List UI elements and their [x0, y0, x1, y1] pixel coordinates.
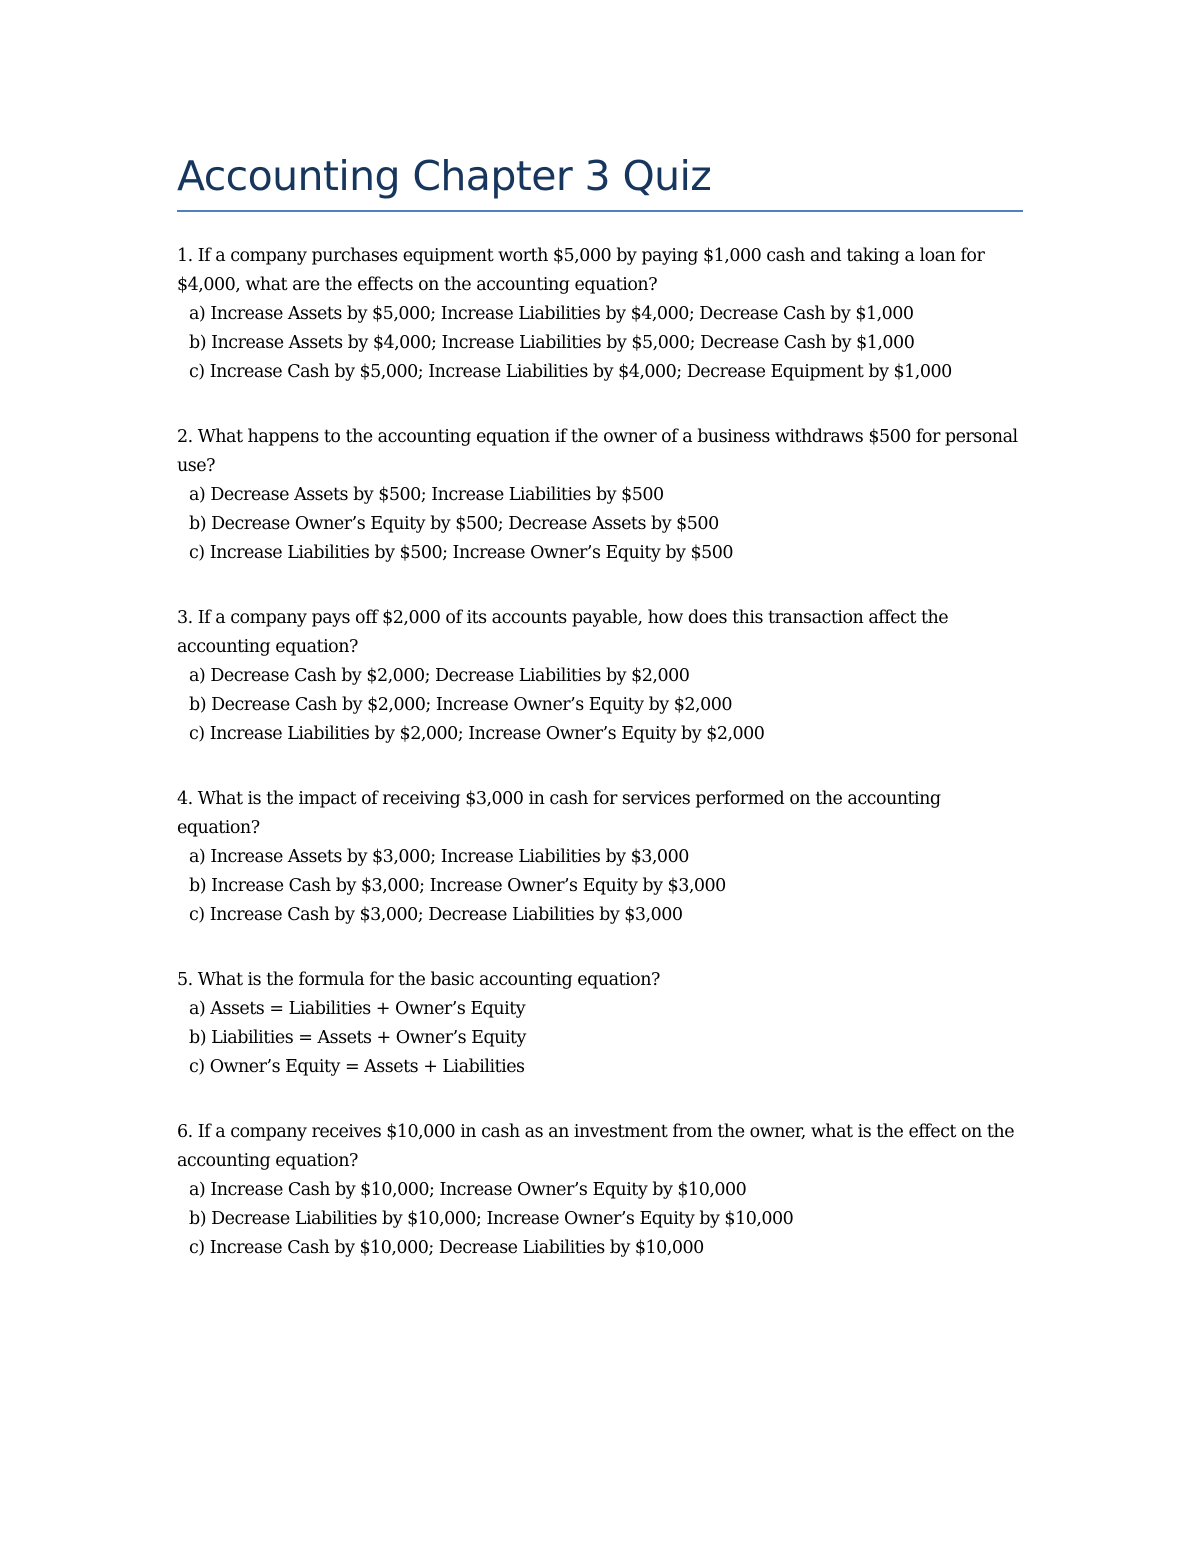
question-text: 1. If a company purchases equipment worth $5,000 by paying $1,000 cash and taking a loan for $4,000, what are the effects on the accounting equation?: [177, 246, 985, 295]
question-1: [177, 242, 1023, 387]
answer-option: b) Decrease Owner’s Equity by $500; Decrease Assets by $500: [189, 514, 719, 534]
answer-options: [177, 1176, 1023, 1263]
answer-option: b) Increase Cash by $3,000; Increase Owner’s Equity by $3,000: [189, 876, 726, 896]
answer-option: b) Decrease Cash by $2,000; Increase Owner’s Equity by $2,000: [189, 695, 732, 715]
question-3: [177, 604, 1023, 749]
answer-options: [177, 300, 1023, 387]
answer-option: a) Increase Assets by $5,000; Increase Liabilities by $4,000; Decrease Cash by $1,000: [189, 304, 914, 324]
question-2: [177, 423, 1023, 568]
answer-option: c) Owner’s Equity = Assets + Liabilities: [189, 1057, 525, 1077]
answer-option: a) Increase Assets by $3,000; Increase Liabilities by $3,000: [189, 847, 689, 867]
answer-option: a) Decrease Assets by $500; Increase Liabilities by $500: [189, 485, 664, 505]
answer-options: [177, 995, 1023, 1082]
page-title: Accounting Chapter 3 Quiz: [177, 152, 712, 200]
answer-option: a) Decrease Cash by $2,000; Decrease Liabilities by $2,000: [189, 666, 690, 686]
title-divider: [177, 210, 1023, 212]
answer-options: [177, 843, 1023, 930]
answer-option: b) Liabilities = Assets + Owner’s Equity: [189, 1028, 526, 1048]
question-6: [177, 1118, 1023, 1263]
answer-option: a) Assets = Liabilities + Owner’s Equity: [189, 999, 526, 1019]
answer-option: b) Increase Assets by $4,000; Increase Liabilities by $5,000; Decrease Cash by $1,000: [189, 333, 915, 353]
answer-option: c) Increase Cash by $3,000; Decrease Liabilities by $3,000: [189, 905, 683, 925]
question-text: 3. If a company pays off $2,000 of its accounts payable, how does this transaction affect the accounting equation?: [177, 608, 949, 657]
answer-option: a) Increase Cash by $10,000; Increase Owner’s Equity by $10,000: [189, 1180, 747, 1200]
answer-option: b) Decrease Liabilities by $10,000; Increase Owner’s Equity by $10,000: [189, 1209, 794, 1229]
question-4: [177, 785, 1023, 930]
answer-option: c) Increase Cash by $10,000; Decrease Liabilities by $10,000: [189, 1238, 704, 1258]
question-list: [177, 242, 1023, 1299]
question-text: 2. What happens to the accounting equation if the owner of a business withdraws $500 for personal use?: [177, 427, 1018, 476]
answer-options: [177, 481, 1023, 568]
question-text: 4. What is the impact of receiving $3,000 in cash for services performed on the accounting equation?: [177, 789, 941, 838]
answer-option: c) Increase Liabilities by $2,000; Increase Owner’s Equity by $2,000: [189, 724, 765, 744]
answer-options: [177, 662, 1023, 749]
question-text: 6. If a company receives $10,000 in cash as an investment from the owner, what is the effect on the accounting equation?: [177, 1122, 1015, 1171]
question-5: [177, 966, 1023, 1082]
question-text: 5. What is the formula for the basic accounting equation?: [177, 970, 660, 990]
answer-option: c) Increase Liabilities by $500; Increase Owner’s Equity by $500: [189, 543, 734, 563]
answer-option: c) Increase Cash by $5,000; Increase Liabilities by $4,000; Decrease Equipment by $1,000: [189, 362, 952, 382]
